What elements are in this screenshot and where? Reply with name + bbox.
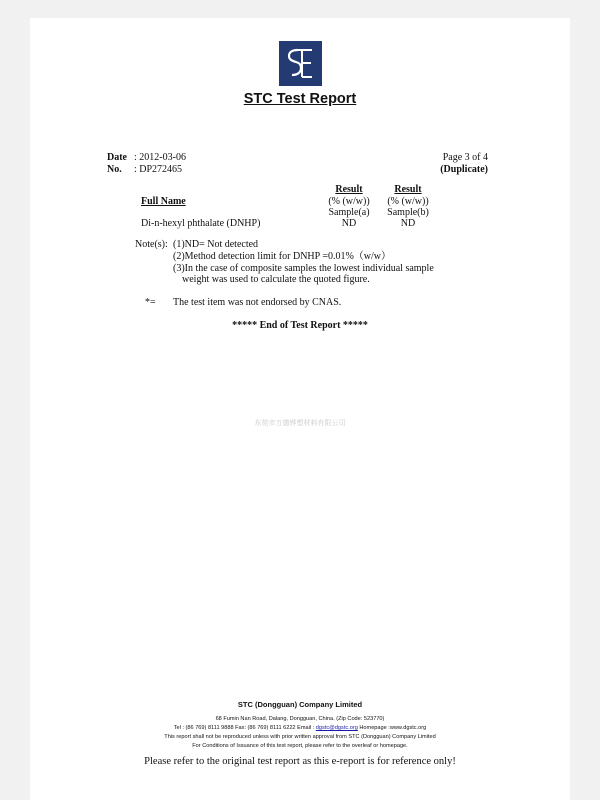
footer-conditions: For Conditions of Issuance of this test report, please refer to the overleaf or homepage. bbox=[192, 743, 408, 749]
cnas-statement: The test item was not endorsed by CNAS. bbox=[173, 297, 342, 308]
report-number-label: No. bbox=[107, 164, 122, 175]
footer-disclaimer: This report shall not be reproduced unless with prior written approval from STC (Dongguan) Company Limited bbox=[164, 734, 436, 740]
result-b-header: Result bbox=[394, 184, 422, 195]
footer-company-name: STC (Dongguan) Company Limited bbox=[237, 700, 363, 709]
end-of-report: ***** End of Test Report ***** bbox=[232, 320, 368, 331]
footer-contact bbox=[30, 724, 570, 732]
stc-logo-icon bbox=[279, 41, 322, 86]
note-item-3-continued: weight was used to calculate the quoted figure. bbox=[182, 274, 370, 285]
note-item-3: (3)In the case of composite samples the lowest individual sample bbox=[173, 263, 434, 274]
footer-email-link[interactable]: dgstc@dgstc.org bbox=[315, 725, 358, 731]
report-page bbox=[30, 18, 570, 800]
page-number: Page 3 of 4 bbox=[442, 152, 488, 163]
result-a-unit: (% (w/w)) bbox=[328, 196, 370, 207]
footer-address: 68 Fumin Nan Road, Dalang, Dongguan, China. (Zip Code: 523770) bbox=[215, 716, 385, 722]
footer-contact-prefix: Tel : (86 769) 8111 9888 Fax: (86 769) 8111 6222 Email : bbox=[173, 725, 316, 731]
watermark-text: 东莞市万德铧塑材料有限公司 bbox=[254, 419, 346, 427]
full-name-header: Full Name bbox=[141, 196, 186, 207]
report-number-value: : DP272465 bbox=[134, 164, 183, 175]
note-item-1: (1)ND= Not detected bbox=[173, 239, 259, 250]
stc-logo bbox=[279, 41, 322, 86]
table-cell-result-b: ND bbox=[400, 218, 416, 229]
notes-label: Note(s): bbox=[135, 239, 168, 250]
table-cell-result-a: ND bbox=[341, 218, 357, 229]
footer-reference-notice: Please refer to the original test report as this e-report is for reference only! bbox=[144, 756, 456, 767]
result-a-header: Result bbox=[335, 184, 363, 195]
date-label: Date bbox=[107, 152, 127, 163]
result-a-sample: Sample(a) bbox=[328, 207, 370, 218]
result-b-sample: Sample(b) bbox=[387, 207, 429, 218]
note-item-2: (2)Method detection limit for DNHP =0.01%（w/w） bbox=[173, 251, 392, 262]
report-title: STC Test Report bbox=[243, 91, 357, 107]
footer-contact-suffix: Homepage :www.dgstc.org bbox=[357, 725, 427, 731]
cnas-mark: *= bbox=[145, 297, 156, 308]
date-value: : 2012-03-06 bbox=[134, 152, 186, 163]
table-row-substance: Di-n-hexyl phthalate (DNHP) bbox=[141, 218, 261, 229]
result-b-unit: (% (w/w)) bbox=[387, 196, 429, 207]
duplicate-status: (Duplicate) bbox=[440, 164, 488, 175]
